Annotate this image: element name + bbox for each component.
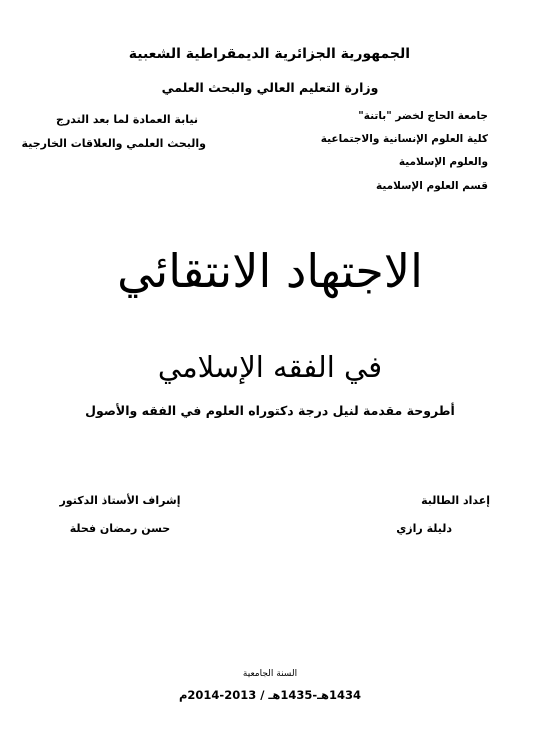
- ministry-heading: وزارة التعليم العالي والبحث العلمي: [161, 80, 379, 95]
- faculty-line-2: والعلوم الإسلامية: [398, 156, 488, 168]
- student-label: إعداد الطالبة: [421, 494, 490, 507]
- deanship-line-2: والبحث العلمي والعلاقات الخارجية: [21, 137, 206, 150]
- university-name: جامعة الحاج لخضر "باتنة": [358, 110, 488, 122]
- thesis-title: الاجتهاد الانتقائي: [117, 244, 423, 298]
- department-name: قسم العلوم الإسلامية: [375, 180, 488, 192]
- student-name: دليلة رازي: [396, 522, 452, 535]
- supervisor-label: إشراف الأستاذ الدكتور: [59, 494, 181, 507]
- academic-year-label: السنة الجامعية: [242, 669, 298, 679]
- supervisor-name: حسن رمضان فحلة: [69, 522, 171, 535]
- academic-year-value: 1434هـ-1435هـ / 2013-2014م: [178, 688, 362, 702]
- thesis-description: أطروحة مقدمة لنيل درجة دكتوراه العلوم في الفقه والأصول: [85, 403, 455, 418]
- deanship-line-1: نيابة العمادة لما بعد التدرج: [56, 113, 198, 126]
- faculty-line-1: كلية العلوم الإنسانية والاجتماعية: [320, 133, 488, 145]
- republic-heading: الجمهورية الجزائرية الديمقراطية الشعبية: [128, 46, 410, 62]
- thesis-subtitle: في الفقه الإسلامي: [157, 350, 383, 384]
